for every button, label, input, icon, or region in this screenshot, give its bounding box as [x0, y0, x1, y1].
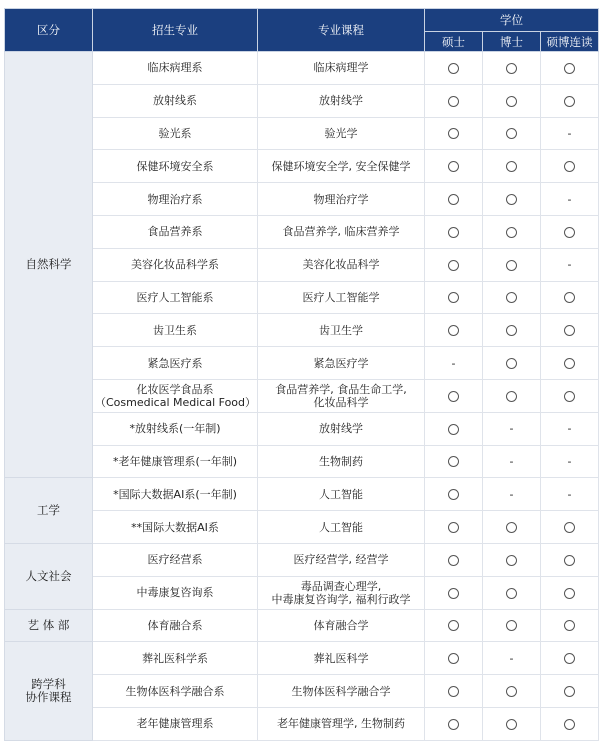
area-label: 人文社会: [25, 568, 72, 583]
major-text: 体育融合系: [147, 618, 203, 632]
available-circle-icon: [448, 260, 459, 271]
header-major: 招生专业: [93, 9, 258, 52]
available-circle-icon: [448, 63, 459, 74]
major-text: （Cosmedical Medical Food）: [95, 395, 257, 409]
major-cell: [93, 478, 258, 511]
doctor-cell: [483, 576, 541, 609]
doctor-cell: [483, 215, 541, 248]
major-text: 放射线系: [153, 94, 197, 108]
combined-cell: [541, 117, 599, 150]
table-row: [5, 248, 599, 281]
masters-cell: [425, 84, 483, 117]
available-circle-icon: [448, 489, 459, 500]
course-text: 体育融合学: [313, 618, 369, 632]
doctor-cell: [483, 707, 541, 740]
available-circle-icon: [506, 555, 517, 566]
course-text: 验光学: [324, 126, 358, 140]
masters-cell: [425, 543, 483, 576]
table-body: [5, 52, 599, 741]
available-circle-icon: [448, 96, 459, 107]
header-degree: 学位: [425, 9, 599, 32]
available-circle-icon: [448, 522, 459, 533]
major-cell: [93, 117, 258, 150]
major-cell: [93, 347, 258, 380]
header-combined: 硕博连读: [541, 32, 599, 52]
doctor-cell: [483, 511, 541, 544]
course-text: 临床病理学: [313, 61, 369, 75]
area-cell: [5, 478, 93, 544]
doctor-cell: [483, 281, 541, 314]
table-row: [5, 576, 599, 609]
available-circle-icon: [564, 620, 575, 631]
major-text: 物理治疗系: [147, 192, 203, 206]
table-row: [5, 84, 599, 117]
available-circle-icon: [506, 96, 517, 107]
masters-cell: [425, 412, 483, 445]
doctor-cell: [483, 478, 541, 511]
doctor-cell: [483, 84, 541, 117]
table-row: [5, 150, 599, 183]
major-text: 紧急医疗系: [147, 356, 203, 370]
masters-cell: [425, 183, 483, 216]
area-cell: [5, 609, 93, 642]
available-circle-icon: [448, 653, 459, 664]
masters-cell: [425, 609, 483, 642]
combined-cell: [541, 379, 599, 412]
combined-cell: [541, 84, 599, 117]
combined-cell: [541, 215, 599, 248]
course-text: 化妆品科学: [313, 395, 369, 409]
header-masters: 硕士: [425, 32, 483, 52]
area-label-line: 跨学科: [31, 677, 66, 692]
table-row: [5, 379, 599, 412]
combined-cell: [541, 707, 599, 740]
not-available-dash: -: [451, 356, 456, 370]
doctor-cell: [483, 412, 541, 445]
combined-cell: [541, 347, 599, 380]
not-available-dash: -: [567, 126, 572, 140]
header-course: 专业课程: [258, 9, 425, 52]
masters-cell: [425, 445, 483, 478]
available-circle-icon: [506, 128, 517, 139]
combined-cell: [541, 314, 599, 347]
major-cell: [93, 445, 258, 478]
masters-cell: [425, 117, 483, 150]
major-cell: [93, 150, 258, 183]
available-circle-icon: [564, 292, 575, 303]
course-text: 保健环境安全学, 安全保健学: [271, 159, 411, 173]
available-circle-icon: [506, 719, 517, 730]
table-row: [5, 478, 599, 511]
doctor-cell: [483, 609, 541, 642]
major-text: 保健环境安全系: [136, 159, 214, 173]
doctor-cell: [483, 314, 541, 347]
available-circle-icon: [506, 588, 517, 599]
major-text: 中毒康复咨询系: [136, 586, 214, 600]
table-row: [5, 707, 599, 740]
course-text: 生物体医科学融合学: [291, 684, 391, 698]
combined-cell: [541, 248, 599, 281]
page: [0, 8, 600, 753]
course-cell: [258, 281, 425, 314]
major-text: 食品营养系: [147, 225, 203, 239]
available-circle-icon: [506, 63, 517, 74]
available-circle-icon: [506, 522, 517, 533]
available-circle-icon: [564, 588, 575, 599]
masters-cell: [425, 150, 483, 183]
not-available-dash: -: [509, 651, 514, 665]
major-text: 老年健康管理系: [136, 717, 214, 731]
available-circle-icon: [564, 719, 575, 730]
masters-cell: [425, 347, 483, 380]
available-circle-icon: [506, 620, 517, 631]
available-circle-icon: [448, 686, 459, 697]
masters-cell: [425, 642, 483, 675]
major-text: 齿卫生系: [153, 323, 197, 337]
doctor-cell: [483, 150, 541, 183]
available-circle-icon: [448, 194, 459, 205]
doctor-cell: [483, 117, 541, 150]
course-cell: [258, 379, 425, 412]
doctor-cell: [483, 248, 541, 281]
not-available-dash: -: [509, 422, 514, 436]
course-text: 老年健康管理学, 生物制药: [277, 717, 405, 731]
major-text: 验光系: [158, 126, 192, 140]
major-cell: [93, 215, 258, 248]
available-circle-icon: [448, 456, 459, 467]
doctor-cell: [483, 379, 541, 412]
not-available-dash: -: [567, 192, 572, 206]
course-text: 物理治疗学: [313, 192, 369, 206]
major-text: 医疗经营系: [147, 553, 203, 567]
header-doctor: 博士: [483, 32, 541, 52]
major-text: 美容化妆品科学系: [131, 258, 219, 272]
table-row: [5, 445, 599, 478]
available-circle-icon: [564, 555, 575, 566]
combined-cell: [541, 150, 599, 183]
combined-cell: [541, 412, 599, 445]
course-cell: [258, 707, 425, 740]
available-circle-icon: [506, 358, 517, 369]
table-row: [5, 281, 599, 314]
doctor-cell: [483, 52, 541, 85]
course-cell: [258, 314, 425, 347]
combined-cell: [541, 183, 599, 216]
course-text: 食品营养学, 临床营养学: [282, 225, 400, 239]
major-text: 化妆医学食品系: [136, 382, 214, 396]
table-row: [5, 543, 599, 576]
major-text: 临床病理系: [147, 61, 203, 75]
not-available-dash: -: [567, 258, 572, 272]
major-text: **国际大数据AI系: [131, 520, 219, 534]
course-text: 毒品调查心理学,: [300, 579, 382, 593]
major-cell: [93, 543, 258, 576]
major-text: *放射线系(一年制): [129, 422, 221, 436]
major-cell: [93, 314, 258, 347]
table-row: [5, 675, 599, 708]
available-circle-icon: [448, 424, 459, 435]
available-circle-icon: [506, 292, 517, 303]
masters-cell: [425, 478, 483, 511]
available-circle-icon: [506, 391, 517, 402]
table-row: [5, 511, 599, 544]
major-cell: [93, 511, 258, 544]
doctor-cell: [483, 445, 541, 478]
available-circle-icon: [506, 325, 517, 336]
available-circle-icon: [448, 227, 459, 238]
masters-cell: [425, 707, 483, 740]
table-row: [5, 642, 599, 675]
available-circle-icon: [506, 260, 517, 271]
available-circle-icon: [564, 96, 575, 107]
combined-cell: [541, 478, 599, 511]
combined-cell: [541, 281, 599, 314]
course-text: 美容化妆品科学: [302, 258, 380, 272]
table-row: [5, 117, 599, 150]
course-text: 放射线学: [319, 422, 363, 436]
major-cell: [93, 609, 258, 642]
masters-cell: [425, 281, 483, 314]
major-cell: [93, 183, 258, 216]
course-cell: [258, 511, 425, 544]
area-label: 艺 体 部: [27, 617, 70, 632]
combined-cell: [541, 609, 599, 642]
available-circle-icon: [564, 391, 575, 402]
course-text: 医疗经营学, 经营学: [293, 553, 389, 567]
masters-cell: [425, 215, 483, 248]
doctor-cell: [483, 675, 541, 708]
course-cell: [258, 675, 425, 708]
combined-cell: [541, 511, 599, 544]
major-cell: [93, 248, 258, 281]
masters-cell: [425, 52, 483, 85]
major-cell: [93, 576, 258, 609]
major-text: *国际大数据AI系(一年制): [113, 487, 237, 501]
course-cell: [258, 150, 425, 183]
combined-cell: [541, 52, 599, 85]
doctor-cell: [483, 543, 541, 576]
table-header: [5, 9, 599, 52]
not-available-dash: -: [567, 454, 572, 468]
major-cell: [93, 675, 258, 708]
area-label: 工学: [37, 503, 60, 518]
course-text: 放射线学: [319, 94, 363, 108]
available-circle-icon: [564, 325, 575, 336]
course-cell: [258, 215, 425, 248]
available-circle-icon: [448, 325, 459, 336]
available-circle-icon: [448, 161, 459, 172]
course-cell: [258, 347, 425, 380]
major-text: 医疗人工智能系: [136, 290, 214, 304]
course-text: 医疗人工智能学: [302, 290, 380, 304]
major-cell: [93, 52, 258, 85]
masters-cell: [425, 511, 483, 544]
available-circle-icon: [448, 391, 459, 402]
area-cell: [5, 52, 93, 478]
combined-cell: [541, 445, 599, 478]
available-circle-icon: [448, 620, 459, 631]
available-circle-icon: [506, 227, 517, 238]
available-circle-icon: [564, 227, 575, 238]
course-text: 食品营养学, 食品生命工学,: [275, 382, 407, 396]
header-area: 区分: [5, 9, 93, 52]
combined-cell: [541, 576, 599, 609]
major-cell: [93, 642, 258, 675]
course-text: 生物制药: [319, 454, 363, 468]
course-cell: [258, 248, 425, 281]
major-cell: [93, 84, 258, 117]
major-text: *老年健康管理系(一年制): [112, 454, 238, 468]
course-cell: [258, 117, 425, 150]
course-cell: [258, 412, 425, 445]
course-cell: [258, 478, 425, 511]
available-circle-icon: [564, 686, 575, 697]
course-text: 人工智能: [319, 487, 363, 501]
course-cell: [258, 445, 425, 478]
table-row: [5, 52, 599, 85]
doctor-cell: [483, 183, 541, 216]
table-row: [5, 412, 599, 445]
admissions-table: [4, 8, 599, 741]
area-cell: [5, 642, 93, 740]
masters-cell: [425, 379, 483, 412]
course-text: 齿卫生学: [319, 323, 363, 337]
major-text: 葬礼医科学系: [142, 651, 208, 665]
major-cell: [93, 379, 258, 412]
available-circle-icon: [564, 161, 575, 172]
available-circle-icon: [506, 161, 517, 172]
major-text: 生物体医科学融合系: [125, 684, 225, 698]
not-available-dash: -: [567, 422, 572, 436]
available-circle-icon: [448, 292, 459, 303]
course-text: 紧急医疗学: [313, 356, 369, 370]
course-cell: [258, 576, 425, 609]
not-available-dash: -: [509, 487, 514, 501]
not-available-dash: -: [509, 454, 514, 468]
course-text: 葬礼医科学: [313, 651, 369, 665]
course-text: 中毒康复咨询学, 福利行政学: [271, 592, 411, 606]
available-circle-icon: [448, 555, 459, 566]
available-circle-icon: [448, 588, 459, 599]
doctor-cell: [483, 347, 541, 380]
doctor-cell: [483, 642, 541, 675]
available-circle-icon: [564, 63, 575, 74]
area-label-line: 协作课程: [25, 690, 72, 705]
masters-cell: [425, 675, 483, 708]
course-cell: [258, 609, 425, 642]
course-cell: [258, 543, 425, 576]
table-row: [5, 314, 599, 347]
table-row: [5, 609, 599, 642]
major-cell: [93, 412, 258, 445]
major-cell: [93, 281, 258, 314]
major-cell: [93, 707, 258, 740]
available-circle-icon: [506, 194, 517, 205]
available-circle-icon: [564, 358, 575, 369]
course-cell: [258, 84, 425, 117]
available-circle-icon: [448, 719, 459, 730]
masters-cell: [425, 314, 483, 347]
available-circle-icon: [564, 653, 575, 664]
not-available-dash: -: [567, 487, 572, 501]
course-text: 人工智能: [319, 520, 363, 534]
course-cell: [258, 183, 425, 216]
course-cell: [258, 52, 425, 85]
table-row: [5, 215, 599, 248]
area-label: 自然科学: [25, 257, 72, 272]
combined-cell: [541, 642, 599, 675]
masters-cell: [425, 576, 483, 609]
table-row: [5, 183, 599, 216]
available-circle-icon: [448, 128, 459, 139]
area-cell: [5, 543, 93, 609]
available-circle-icon: [564, 522, 575, 533]
course-cell: [258, 642, 425, 675]
combined-cell: [541, 543, 599, 576]
combined-cell: [541, 675, 599, 708]
masters-cell: [425, 248, 483, 281]
table-row: [5, 347, 599, 380]
available-circle-icon: [506, 686, 517, 697]
